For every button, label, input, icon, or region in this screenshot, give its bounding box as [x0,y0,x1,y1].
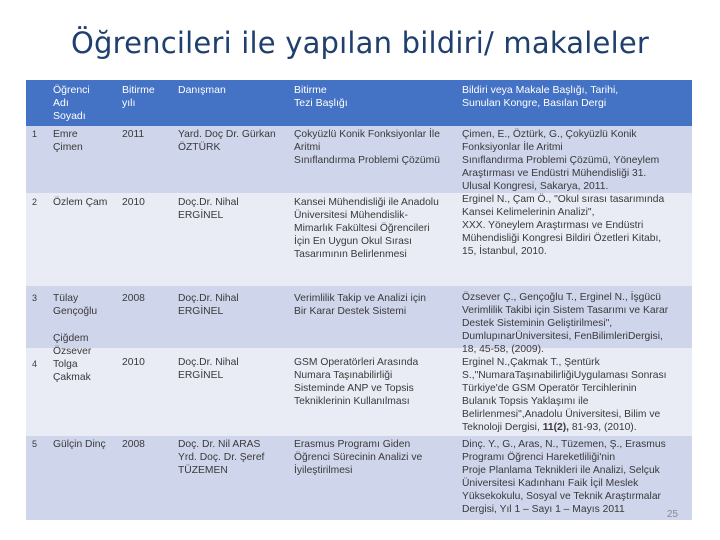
thesis-title: Verimlilik Takip ve Analizi için Bir Karar Destek Sistemi [294,293,427,317]
thesis-title: Kansei Mühendisliği ile Anadolu Üniversitesi Mühendislik- Mimarlık Fakültesi Öğrencileri İçin En Uygun Okul Sırası Tasarımının Belirlenmesi [294,197,439,260]
publications-table [26,80,692,520]
advisor-name: Doç.Dr. Nihal ERGİNEL [178,293,239,317]
header-year: Bitirme yılı [122,84,155,109]
publication-entry [462,356,690,434]
advisor-name: Yard. Doç Dr. Gürkan ÖZTÜRK [178,129,276,153]
student-name: Gülçin Dinç [53,439,106,450]
header-advisor: Danışman [178,84,226,96]
publication-entry: Çimen, E., Öztürk, G., Çokyüzlü Konik Fonksiyonlar İle Aritmi Sınıflandırma Problemi Çözümü, Yöneylem Araştırması ve Endüstri Mühendisliği 31. Ulusal Kongresi, Sakarya, 2011. [462,129,660,192]
grad-year: 2010 [122,357,145,368]
thesis-title: Çokyüzlü Konik Fonksiyonlar İle Aritmi Sınıflandırma Problemi Çözümü [294,129,440,166]
thesis-title: Erasmus Programı Giden Öğrenci Sürecinin Analizi ve İyileştirilmesi [294,439,423,476]
advisor-name: Doç. Dr. Nil ARAS Yrd. Doç. Dr. Şeref TÜZEMEN [178,439,265,476]
publication-entry: Dinç. Y., G., Aras, N., Tüzemen, Ş., Erasmus Programı Öğrenci Hareketliliği'nin Proje Planlama Teknikleri ile Analizi, Selçuk Üniversitesi Kadınhanı Faik İçil Meslek Yüksekokulu, Sosyal ve Teknik Araştırmalar Dergisi, Yıl 1 – Sayı 1 – Mayıs 2011 [462,439,666,515]
grad-year: 2008 [122,293,145,304]
row-number: 5 [32,439,38,449]
student-name: Çiğdem Özsever Tolga Çakmak [53,333,92,383]
publication-text: 81-93, (2010). [569,422,637,433]
grad-year: 2008 [122,439,145,450]
header-thesis: Bitirme Tezi Başlığı [294,84,348,109]
page-number: 25 [666,509,678,520]
row-number: 4 [32,359,38,369]
publication-text: Erginel N.,Çakmak T., Şentürk S.,"NumaraTaşınabilirliğiUygulaması Sonrası Türkiye'de GSM Operatör Tercihlerinin Bulanık Topsis Yaklaşımı ile Belirlenmesi",Anadolu Üniversitesi, Bilim ve Teknoloji Dergisi, [462,357,667,433]
student-name: Özlem Çam [53,197,108,208]
publication-entry: Erginel N., Çam Ö., "Okul sırası tasarımında Kansei Kelimelerinin Analizi", XXX. Yöneylem Araştırması ve Endüstri Mühendisliği Kongresi Bildiri Özetleri Kitabı, 15, İstanbul, 2010. [462,194,665,257]
publication-entry: Özsever Ç., Gençoğlu T., Erginel N., İşgücü Verimlilik Takibi için Sistem Tasarımı ve Karar Destek Sisteminin Geliştirilmesi", DumlupınarÜniversitesi, FenBilimleriDergisi, 18, 45-58, (2009). [462,292,669,355]
row-number: 3 [32,293,38,303]
student-name: Emre Çimen [53,129,83,153]
thesis-title: GSM Operatörleri Arasında Numara Taşınabilirliği Sisteminde ANP ve Topsis Tekniklerinin Kullanılması [294,357,419,407]
header-paper: Bildiri veya Makale Başlığı, Tarihi, Sunulan Kongre, Basılan Dergi [462,84,619,109]
student-name: Tülay Gençoğlu [53,293,98,317]
publication-volume: 11(2), [542,422,570,433]
advisor-name: Doç.Dr. Nihal ERGİNEL [178,197,239,221]
row-number: 1 [32,129,38,139]
grad-year: 2011 [122,129,145,140]
advisor-name: Doç.Dr. Nihal ERGİNEL [178,357,239,381]
row-number: 2 [32,197,38,207]
slide-title: Öğrencileri ile yapılan bildiri/ makaleler [71,26,649,60]
header-student: Öğrenci Adı Soyadı [53,84,90,122]
grad-year: 2010 [122,197,145,208]
